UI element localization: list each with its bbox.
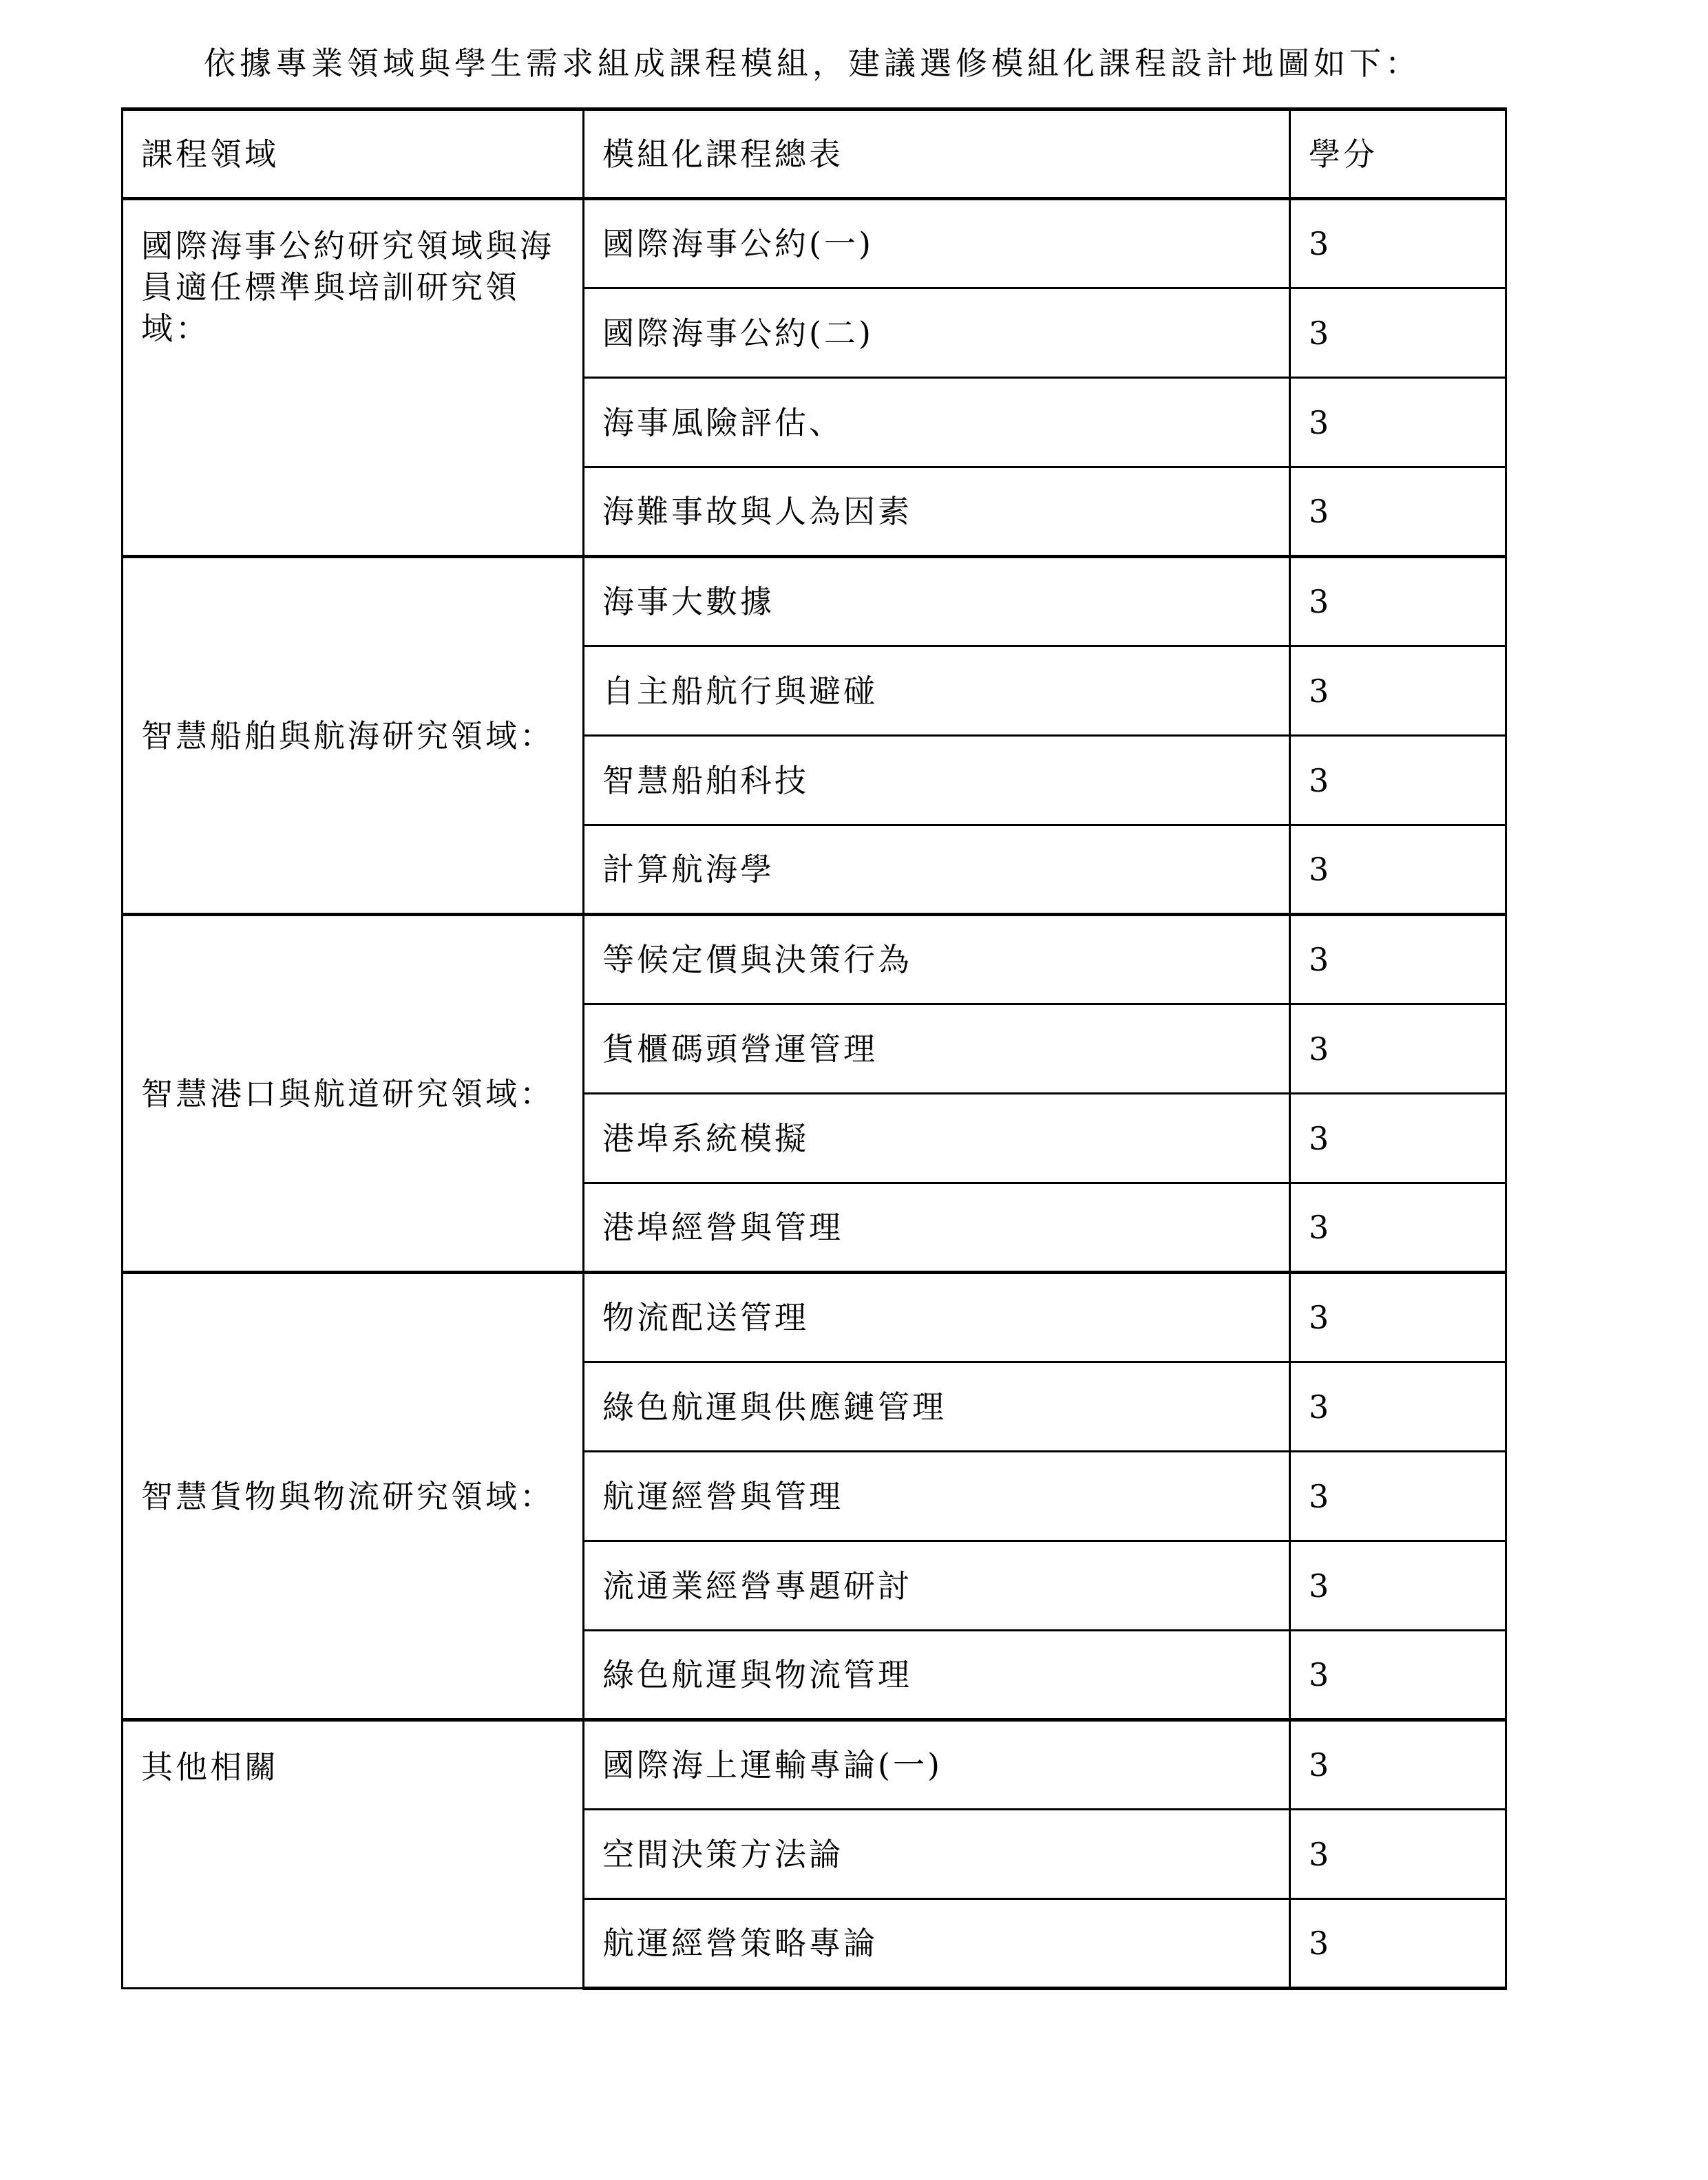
table-row — [123, 915, 1506, 1004]
domain-cell: 國際海事公約研究領域與海員適任標準與培訓研究領域： — [123, 199, 584, 557]
course-credits: 3 — [1290, 378, 1506, 467]
course-credits: 3 — [1290, 288, 1506, 378]
course-credits: 3 — [1290, 1183, 1506, 1273]
header-course-list: 模組化課程總表 — [584, 109, 1290, 199]
course-credits: 3 — [1290, 1452, 1506, 1541]
course-name: 港埠系統模擬 — [584, 1094, 1290, 1183]
course-credits: 3 — [1290, 825, 1506, 915]
course-name: 空間決策方法論 — [584, 1810, 1290, 1899]
course-name: 流通業經營專題研討 — [584, 1541, 1290, 1631]
course-module-table — [121, 107, 1507, 1990]
domain-cell: 智慧港口與航道研究領域： — [123, 915, 584, 1273]
course-name: 綠色航運與物流管理 — [584, 1631, 1290, 1720]
table-row — [123, 1720, 1506, 1810]
intro-paragraph: 依據專業領域與學生需求組成課程模組，建議選修模組化課程設計地圖如下： — [204, 45, 1421, 82]
course-name: 航運經營策略專論 — [584, 1899, 1290, 1989]
course-name: 海事大數據 — [584, 557, 1290, 646]
header-credits: 學分 — [1290, 109, 1506, 199]
course-name: 國際海事公約(二) — [584, 288, 1290, 378]
course-name: 物流配送管理 — [584, 1273, 1290, 1362]
course-credits: 3 — [1290, 467, 1506, 557]
course-credits: 3 — [1290, 1899, 1506, 1989]
table-row — [123, 557, 1506, 646]
course-name: 計算航海學 — [584, 825, 1290, 915]
course-credits: 3 — [1290, 1810, 1506, 1899]
course-name: 自主船航行與避碰 — [584, 646, 1290, 736]
table-row — [123, 199, 1506, 288]
course-name: 航運經營與管理 — [584, 1452, 1290, 1541]
table-row — [123, 1273, 1506, 1362]
course-credits: 3 — [1290, 1720, 1506, 1810]
course-credits: 3 — [1290, 1004, 1506, 1094]
header-domain: 課程領域 — [123, 109, 584, 199]
course-credits: 3 — [1290, 915, 1506, 1004]
course-credits: 3 — [1290, 199, 1506, 288]
course-name: 等候定價與決策行為 — [584, 915, 1290, 1004]
course-credits: 3 — [1290, 557, 1506, 646]
domain-cell: 其他相關 — [123, 1720, 584, 1989]
course-credits: 3 — [1290, 736, 1506, 825]
course-name: 貨櫃碼頭營運管理 — [584, 1004, 1290, 1094]
course-credits: 3 — [1290, 1094, 1506, 1183]
course-name: 國際海事公約(一) — [584, 199, 1290, 288]
course-name: 海難事故與人為因素 — [584, 467, 1290, 557]
course-name: 綠色航運與供應鏈管理 — [584, 1362, 1290, 1452]
domain-cell: 智慧貨物與物流研究領域： — [123, 1273, 584, 1720]
course-credits: 3 — [1290, 1541, 1506, 1631]
course-name: 國際海上運輸專論(一) — [584, 1720, 1290, 1810]
course-credits: 3 — [1290, 1631, 1506, 1720]
course-name: 智慧船舶科技 — [584, 736, 1290, 825]
domain-cell: 智慧船舶與航海研究領域： — [123, 557, 584, 915]
course-credits: 3 — [1290, 646, 1506, 736]
course-name: 港埠經營與管理 — [584, 1183, 1290, 1273]
table-header-row — [123, 109, 1506, 199]
course-name: 海事風險評估、 — [584, 378, 1290, 467]
course-credits: 3 — [1290, 1273, 1506, 1362]
course-credits: 3 — [1290, 1362, 1506, 1452]
